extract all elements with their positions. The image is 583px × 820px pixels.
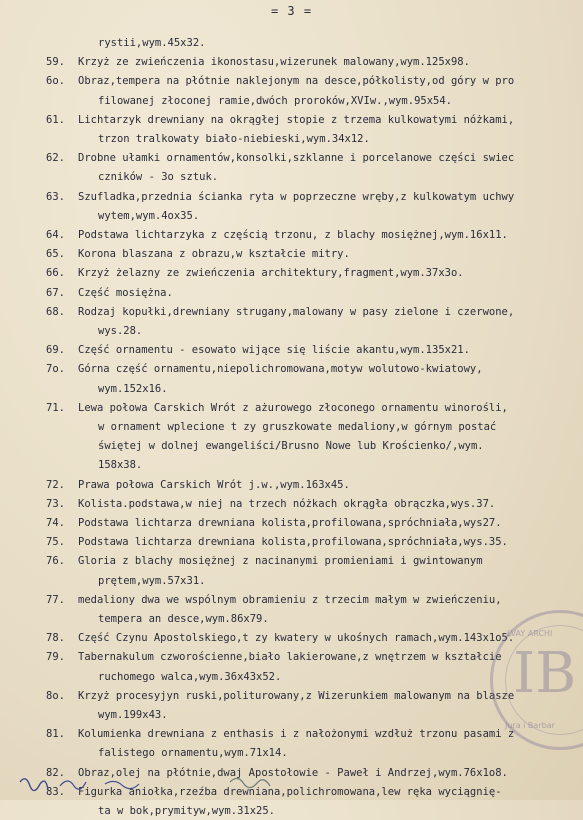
entry-text: Część mosiężna. [78, 286, 173, 299]
entry-text: prętem,wym.57x31. [98, 574, 206, 587]
entry-number: 67. [46, 286, 65, 299]
entry-text: Podstawa lichtarza drewniana kolista,profilowana,spróchniała,wys27. [78, 517, 502, 529]
entry-text: Kolista.podstawa,w niej na trzech nóżkach okrągła obrączka,wys.37. [78, 497, 496, 510]
entry-line [0, 552, 583, 570]
entry-number: 68. [46, 305, 65, 318]
entry-number: 69. [46, 344, 65, 357]
entry-text: Podstawa lichtarzyka z częścią trzonu, z blachy mosiężnej,wym.16x11. [78, 229, 508, 241]
entry-line [0, 514, 583, 532]
entry-text: Korona blaszana z obrazu,w kształcie mitry. [78, 248, 350, 261]
entry-number: 78. [46, 632, 65, 645]
entry-text: Górna część ornamentu,niepolichromowana,motyw wolutowo-kwiatowy, [78, 363, 483, 376]
entry-line [0, 303, 583, 321]
entry-line [0, 591, 583, 609]
stamp-monogram: IB [513, 641, 577, 706]
entry-continuation-line [0, 322, 583, 340]
entry-text: ta w bok,prymityw,wym.31x25. [98, 805, 276, 817]
entry-line [0, 226, 583, 244]
entry-line [0, 495, 583, 513]
entry-line [0, 284, 583, 302]
entry-line [0, 245, 583, 263]
entry-line [0, 264, 583, 282]
entry-line [0, 629, 583, 647]
page-number: = 3 = [270, 4, 313, 18]
entry-text: Obraz,tempera na płótnie naklejonym na desce,półkolisty,od góry w pro [78, 75, 515, 88]
entry-continuation-line [0, 802, 583, 820]
entry-text: Lichtarzyk drewniany na okrągłej stopie z trzema kulkowatymi nóżkami, [78, 113, 515, 126]
entry-text: wytem,wym.4ox35. [98, 209, 200, 222]
entry-line [0, 533, 583, 551]
entry-line [0, 149, 583, 167]
entry-text: Tabernakulum czworościenne,biało lakierowane,z wnętrzem w kształcie [78, 651, 502, 664]
entry-number: 73. [46, 497, 65, 510]
entry-number: 7o. [46, 363, 65, 376]
entry-text: trzon tralkowaty biało-niebieski,wym.34x12. [98, 133, 370, 145]
entry-line [0, 341, 583, 359]
entry-continuation-line [0, 418, 583, 436]
entry-text: Gloria z blachy mosiężnej z nacinanymi promieniami i gwintowanym [78, 555, 483, 568]
entry-continuation-line [0, 130, 583, 148]
entry-text: Część Czynu Apostolskiego,t zy kwatery w ukośnych ramach,wym.143x1o5. [78, 632, 515, 645]
entry-number: 66. [46, 267, 65, 280]
entry-text: tempera an desce,wym.86x79. [98, 613, 269, 625]
entry-continuation-line [0, 437, 583, 455]
entry-line [0, 111, 583, 129]
entry-text: wym.152x16. [98, 382, 168, 395]
entry-number: 59. [46, 56, 65, 69]
entry-number: 77. [46, 593, 65, 606]
entry-number: 6o. [46, 75, 65, 88]
entry-text: Kolumienka drewniana z enthasis i z nałożonymi wzdłuż trzonu pasami z [78, 728, 515, 741]
entry-text: Drobne ułamki ornamentów,konsolki,szklanne i porcelanowe części swiec [78, 152, 515, 165]
entry-continuation-line [0, 168, 583, 186]
entry-line [0, 72, 583, 90]
stamp-text-bottom: Jura i Barbar [505, 721, 555, 730]
entry-text: Prawa połowa Carskich Wrót j.w.,wym.163x45. [78, 478, 350, 491]
entry-number: 63. [46, 190, 65, 203]
entry-text: 158x38. [98, 459, 143, 472]
entry-continuation-line [0, 610, 583, 628]
entry-number: 71. [46, 401, 65, 414]
entry-number: 82. [46, 766, 65, 779]
entry-text: falistego ornamentu,wym.71x14. [98, 747, 288, 760]
entry-text: wys.28. [98, 325, 143, 337]
entry-line [0, 360, 583, 378]
entry-text: medaliony dwa we wspólnym obramieniu z trzecim małym w zwieńczeniu, [78, 593, 502, 606]
entry-number: 79. [46, 651, 65, 664]
entry-number: 75. [46, 536, 65, 549]
entry-text: filowanej złoconej ramie,dwóch proroków,XVIw.,wym.95x54. [98, 94, 453, 107]
entry-line [0, 725, 583, 743]
signature-scribbles [0, 770, 300, 800]
entry-number: 83. [46, 785, 65, 798]
entry-text: Rodzaj kopułki,drewniany strugany,malowany w pasy zielone i czerwone, [78, 305, 515, 318]
entry-number: 8o. [46, 689, 65, 702]
entry-text: w ornament wplecione t zy gruszkowate medaliony,w górnym postać [98, 421, 497, 433]
entry-continuation-line [0, 207, 583, 225]
entry-text: świętej w dolnej ewangeliści/Brusno Nowe lub Krościenko/,wym. [98, 440, 484, 453]
entry-number: 74. [46, 517, 65, 529]
entry-text: Lewa połowa Carskich Wrót z ażurowego złoconego ornamentu winorośli, [78, 401, 508, 414]
entry-line [0, 399, 583, 417]
entry-text: Szufladka,przednia ścianka ryta w poprzeczne wręby,z kulkowatym uchwy [78, 190, 515, 203]
stamp-text-top: LVAY ARCHI [507, 629, 553, 638]
entry-number: 72. [46, 478, 65, 491]
entry-number: 62. [46, 152, 65, 165]
entry-number: 61. [46, 113, 65, 126]
entry-line [0, 53, 583, 71]
entry-number: 64. [46, 229, 65, 241]
entry-text: Podstawa lichtarza drewniana kolista,profilowana,spróchniała,wys.35. [78, 536, 508, 549]
entry-continuation-line [0, 744, 583, 762]
entry-text: rystii,wym.45x32. [98, 37, 206, 49]
entry-continuation-line [0, 572, 583, 590]
entry-text: Obraz,olej na płótnie,dwaj Apostołowie - Paweł i Andrzej,wym.76x1o8. [78, 766, 508, 779]
entry-line [0, 476, 583, 494]
entry-number: 81. [46, 728, 65, 741]
entry-text: Krzyż żelazny ze zwieńczenia architektury,fragment,wym.37x3o. [78, 267, 464, 280]
entry-number: 65. [46, 248, 65, 261]
entry-continuation-line [0, 34, 583, 52]
entry-continuation-line [0, 92, 583, 110]
entry-line [0, 188, 583, 206]
entry-text: czników - 3o sztuk. [98, 171, 219, 184]
entry-text: wym.199x43. [98, 709, 168, 721]
entry-text: Krzyż procesyjyn ruski,politurowany,z Wizerunkiem malowanym na blasze [78, 689, 515, 702]
entry-text: Figurka aniołka,rzeźba drewniana,polichromowana,lew ręka wyciągnię- [78, 785, 502, 798]
entry-continuation-line [0, 456, 583, 474]
entry-text: ruchomego walca,wym.36x43x52. [98, 670, 282, 683]
entry-text: Część ornamentu - esowato wijące się liście akantu,wym.135x21. [78, 344, 470, 357]
entry-number: 76. [46, 555, 65, 568]
entry-text: Krzyż ze zwieńczenia ikonostasu,wizerunek malowany,wym.125x98. [78, 56, 470, 69]
entry-continuation-line [0, 380, 583, 398]
